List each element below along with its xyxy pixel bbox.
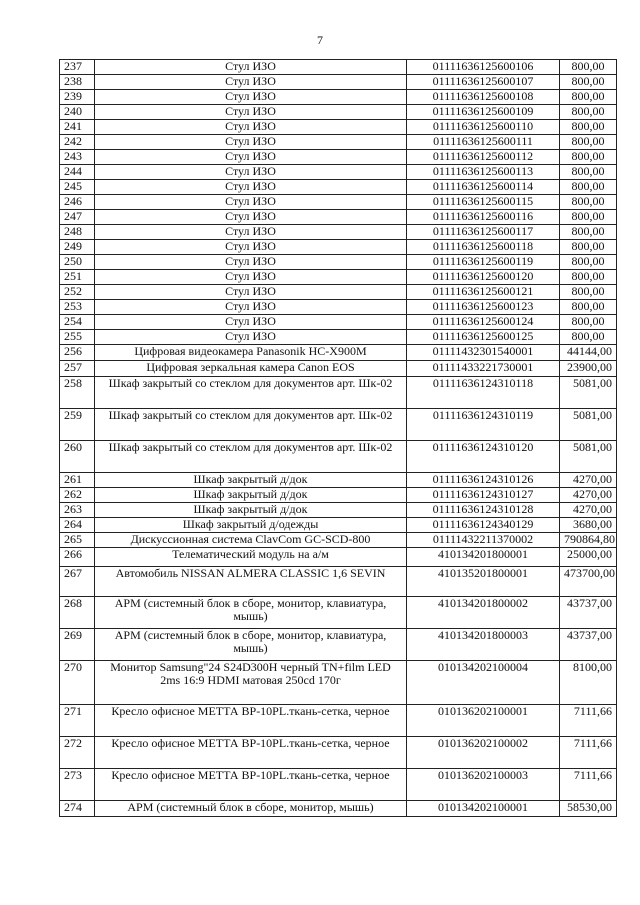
inventory-table — [59, 59, 617, 817]
inventory-code: 01111636125600113 — [407, 165, 560, 180]
item-price: 800,00 — [560, 300, 617, 315]
item-price: 3680,00 — [560, 518, 617, 533]
table-row — [60, 240, 617, 255]
row-number: 260 — [60, 441, 95, 473]
item-name: Шкаф закрытый со стеклом для документов арт. Шк-02 — [95, 377, 407, 409]
row-number: 273 — [60, 769, 95, 801]
row-number: 269 — [60, 629, 95, 661]
item-name: Стул ИЗО — [95, 255, 407, 270]
table-row — [60, 737, 617, 769]
item-name: Дискуссионная система ClavCom GC-SCD-800 — [95, 533, 407, 548]
item-price: 7111,66 — [560, 737, 617, 769]
inventory-code: 01111636124340129 — [407, 518, 560, 533]
item-price: 800,00 — [560, 105, 617, 120]
item-name: Стул ИЗО — [95, 150, 407, 165]
item-name: Монитор Samsung"24 S24D300H черный TN+film LED 2ms 16:9 HDMI матовая 250cd 170г — [95, 661, 407, 705]
item-price: 800,00 — [560, 90, 617, 105]
inventory-code: 01111636125600108 — [407, 90, 560, 105]
row-number: 271 — [60, 705, 95, 737]
item-name: Стул ИЗО — [95, 60, 407, 75]
row-number: 266 — [60, 548, 95, 567]
inventory-code: 01111636125600117 — [407, 225, 560, 240]
inventory-code: 01111636125600109 — [407, 105, 560, 120]
row-number: 253 — [60, 300, 95, 315]
item-price: 800,00 — [560, 180, 617, 195]
table-row — [60, 285, 617, 300]
item-name: Шкаф закрытый д/док — [95, 473, 407, 488]
item-price: 800,00 — [560, 120, 617, 135]
item-price: 5081,00 — [560, 409, 617, 441]
inventory-table-body — [60, 60, 617, 817]
table-row — [60, 210, 617, 225]
item-price: 800,00 — [560, 210, 617, 225]
inventory-code: 01111636125600124 — [407, 315, 560, 330]
inventory-code: 01111636124310126 — [407, 473, 560, 488]
table-row — [60, 518, 617, 533]
table-row — [60, 120, 617, 135]
item-price: 43737,00 — [560, 629, 617, 661]
item-name: Стул ИЗО — [95, 210, 407, 225]
item-price: 800,00 — [560, 150, 617, 165]
item-name: Кресло офисное МЕТТА ВР-10PL.ткань-сетка, черное — [95, 705, 407, 737]
table-row — [60, 255, 617, 270]
table-row — [60, 567, 617, 597]
table-row — [60, 503, 617, 518]
table-row — [60, 661, 617, 705]
inventory-code: 01111636124310118 — [407, 377, 560, 409]
table-row — [60, 180, 617, 195]
row-number: 270 — [60, 661, 95, 705]
item-name: Кресло офисное МЕТТА ВР-10PL.ткань-сетка, черное — [95, 737, 407, 769]
table-row — [60, 330, 617, 345]
row-number: 272 — [60, 737, 95, 769]
row-number: 243 — [60, 150, 95, 165]
table-row — [60, 270, 617, 285]
item-price: 800,00 — [560, 240, 617, 255]
row-number: 250 — [60, 255, 95, 270]
inventory-code: 410135201800001 — [407, 567, 560, 597]
item-price: 8100,00 — [560, 661, 617, 705]
item-price: 23900,00 — [560, 361, 617, 377]
inventory-code: 010134202100004 — [407, 661, 560, 705]
item-name: Стул ИЗО — [95, 300, 407, 315]
table-row — [60, 548, 617, 567]
inventory-code: 010136202100001 — [407, 705, 560, 737]
inventory-code: 01111636125600121 — [407, 285, 560, 300]
inventory-code: 01111636124310120 — [407, 441, 560, 473]
inventory-code: 01111636125600110 — [407, 120, 560, 135]
row-number: 258 — [60, 377, 95, 409]
item-name: Стул ИЗО — [95, 195, 407, 210]
item-name: Стул ИЗО — [95, 285, 407, 300]
table-row — [60, 165, 617, 180]
item-price: 4270,00 — [560, 488, 617, 503]
inventory-code: 410134201800001 — [407, 548, 560, 567]
row-number: 262 — [60, 488, 95, 503]
item-name: АРМ (системный блок в сборе, монитор, мышь) — [95, 801, 407, 817]
inventory-code: 010136202100003 — [407, 769, 560, 801]
row-number: 261 — [60, 473, 95, 488]
inventory-code: 01111636125600106 — [407, 60, 560, 75]
item-name: Стул ИЗО — [95, 120, 407, 135]
item-name: Стул ИЗО — [95, 105, 407, 120]
item-price: 5081,00 — [560, 441, 617, 473]
item-name: Стул ИЗО — [95, 180, 407, 195]
row-number: 264 — [60, 518, 95, 533]
table-row — [60, 300, 617, 315]
item-price: 800,00 — [560, 330, 617, 345]
table-row — [60, 705, 617, 737]
inventory-code: 01111432211370002 — [407, 533, 560, 548]
row-number: 241 — [60, 120, 95, 135]
table-row — [60, 409, 617, 441]
inventory-code: 01111636125600115 — [407, 195, 560, 210]
item-name: Стул ИЗО — [95, 165, 407, 180]
inventory-code: 01111433221730001 — [407, 361, 560, 377]
page-number: 7 — [317, 33, 323, 47]
table-row — [60, 629, 617, 661]
item-name: Телематический модуль на а/м — [95, 548, 407, 567]
table-row — [60, 488, 617, 503]
inventory-code: 410134201800002 — [407, 597, 560, 629]
table-row — [60, 315, 617, 330]
item-price: 800,00 — [560, 135, 617, 150]
table-row — [60, 90, 617, 105]
item-name: Шкаф закрытый со стеклом для документов арт. Шк-02 — [95, 409, 407, 441]
item-name: Цифровая зеркальная камера Canon EOS — [95, 361, 407, 377]
item-name: Стул ИЗО — [95, 270, 407, 285]
inventory-code: 01111636125600118 — [407, 240, 560, 255]
row-number: 256 — [60, 345, 95, 361]
table-row — [60, 801, 617, 817]
table-row — [60, 75, 617, 90]
item-price: 473700,00 — [560, 567, 617, 597]
item-name: АРМ (системный блок в сборе, монитор, клавиатура, мышь) — [95, 597, 407, 629]
item-name: Стул ИЗО — [95, 135, 407, 150]
table-row — [60, 195, 617, 210]
item-name: Стул ИЗО — [95, 75, 407, 90]
row-number: 245 — [60, 180, 95, 195]
row-number: 251 — [60, 270, 95, 285]
item-name: Стул ИЗО — [95, 240, 407, 255]
item-price: 800,00 — [560, 255, 617, 270]
item-name: Стул ИЗО — [95, 330, 407, 345]
item-price: 7111,66 — [560, 769, 617, 801]
item-name: Стул ИЗО — [95, 225, 407, 240]
inventory-code: 01111636125600116 — [407, 210, 560, 225]
row-number: 247 — [60, 210, 95, 225]
table-row — [60, 60, 617, 75]
item-price: 800,00 — [560, 75, 617, 90]
item-price: 7111,66 — [560, 705, 617, 737]
row-number: 267 — [60, 567, 95, 597]
inventory-code: 010134202100001 — [407, 801, 560, 817]
item-price: 800,00 — [560, 315, 617, 330]
inventory-code: 01111636125600114 — [407, 180, 560, 195]
table-row — [60, 441, 617, 473]
item-price: 790864,80 — [560, 533, 617, 548]
table-row — [60, 473, 617, 488]
row-number: 254 — [60, 315, 95, 330]
item-name: АРМ (системный блок в сборе, монитор, клавиатура, мышь) — [95, 629, 407, 661]
item-name: Цифровая видеокамера Panasonik HC-X900M — [95, 345, 407, 361]
row-number: 242 — [60, 135, 95, 150]
item-price: 800,00 — [560, 195, 617, 210]
inventory-code: 01111636124310127 — [407, 488, 560, 503]
item-name: Шкаф закрытый д/док — [95, 488, 407, 503]
row-number: 274 — [60, 801, 95, 817]
item-price: 58530,00 — [560, 801, 617, 817]
inventory-code: 01111636125600123 — [407, 300, 560, 315]
item-name: Шкаф закрытый д/док — [95, 503, 407, 518]
row-number: 244 — [60, 165, 95, 180]
row-number: 252 — [60, 285, 95, 300]
item-name: Кресло офисное МЕТТА ВР-10PL.ткань-сетка, черное — [95, 769, 407, 801]
table-row — [60, 150, 617, 165]
item-price: 43737,00 — [560, 597, 617, 629]
item-price: 4270,00 — [560, 473, 617, 488]
table-row — [60, 135, 617, 150]
row-number: 239 — [60, 90, 95, 105]
table-row — [60, 533, 617, 548]
row-number: 237 — [60, 60, 95, 75]
inventory-code: 01111636125600112 — [407, 150, 560, 165]
item-name: Стул ИЗО — [95, 90, 407, 105]
inventory-code: 01111636125600119 — [407, 255, 560, 270]
row-number: 268 — [60, 597, 95, 629]
inventory-code: 410134201800003 — [407, 629, 560, 661]
inventory-code: 01111636125600111 — [407, 135, 560, 150]
item-name: Автомобиль NISSAN ALMERA CLASSIC 1,6 SEVIN — [95, 567, 407, 597]
row-number: 259 — [60, 409, 95, 441]
item-price: 4270,00 — [560, 503, 617, 518]
item-name: Стул ИЗО — [95, 315, 407, 330]
item-price: 800,00 — [560, 225, 617, 240]
item-name: Шкаф закрытый со стеклом для документов арт. Шк-02 — [95, 441, 407, 473]
item-price: 5081,00 — [560, 377, 617, 409]
inventory-code: 01111636125600107 — [407, 75, 560, 90]
item-name: Шкаф закрытый д/одежды — [95, 518, 407, 533]
table-row — [60, 361, 617, 377]
item-price: 800,00 — [560, 285, 617, 300]
inventory-code: 01111636124310128 — [407, 503, 560, 518]
table-row — [60, 345, 617, 361]
row-number: 249 — [60, 240, 95, 255]
item-price: 25000,00 — [560, 548, 617, 567]
table-row — [60, 597, 617, 629]
inventory-code: 01111636125600125 — [407, 330, 560, 345]
row-number: 265 — [60, 533, 95, 548]
inventory-code: 010136202100002 — [407, 737, 560, 769]
row-number: 246 — [60, 195, 95, 210]
table-row — [60, 225, 617, 240]
row-number: 257 — [60, 361, 95, 377]
item-price: 44144,00 — [560, 345, 617, 361]
row-number: 240 — [60, 105, 95, 120]
table-row — [60, 377, 617, 409]
item-price: 800,00 — [560, 165, 617, 180]
item-price: 800,00 — [560, 270, 617, 285]
item-price: 800,00 — [560, 60, 617, 75]
inventory-code: 01111636124310119 — [407, 409, 560, 441]
row-number: 263 — [60, 503, 95, 518]
inventory-code: 01111636125600120 — [407, 270, 560, 285]
row-number: 238 — [60, 75, 95, 90]
inventory-code: 01111432301540001 — [407, 345, 560, 361]
row-number: 248 — [60, 225, 95, 240]
table-row — [60, 769, 617, 801]
table-row — [60, 105, 617, 120]
row-number: 255 — [60, 330, 95, 345]
